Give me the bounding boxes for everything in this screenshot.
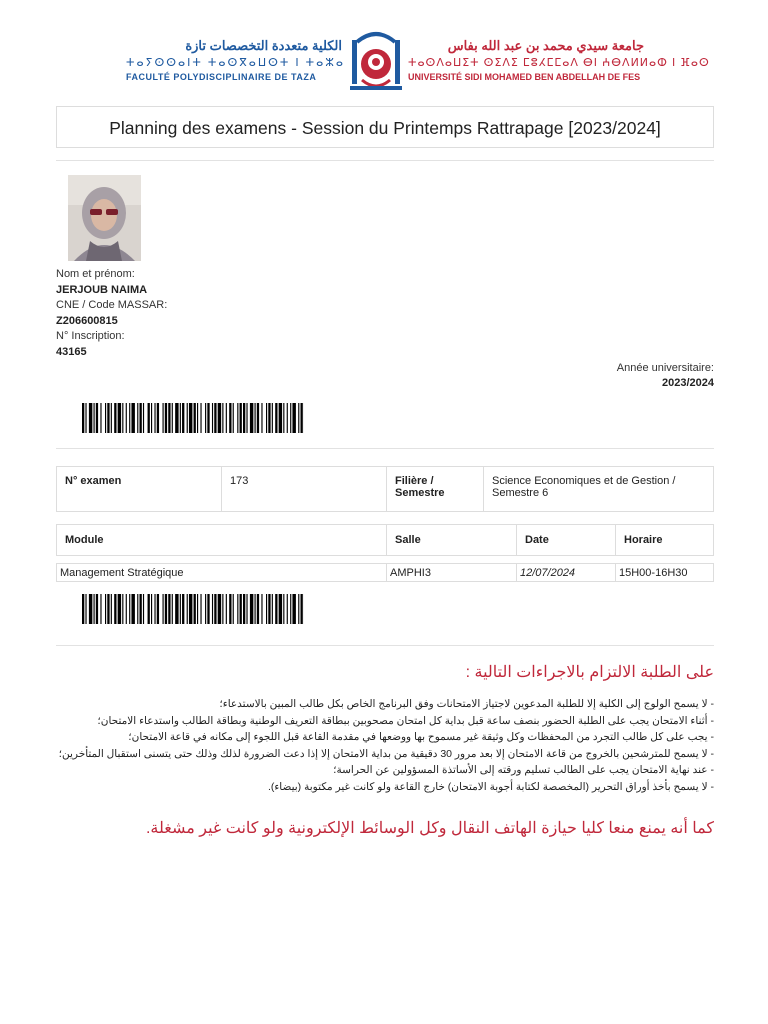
salle-cell: AMPHI3: [387, 564, 517, 582]
barcode-bar: [100, 594, 101, 624]
barcode-bar: [226, 403, 227, 433]
academic-year-label: Année universitaire:: [616, 362, 714, 374]
barcode-bar: [85, 594, 86, 624]
barcode-bar: [261, 594, 262, 624]
barcode-bar: [226, 594, 227, 624]
barcode-bar: [175, 403, 178, 433]
schedule-header-table: [56, 524, 714, 556]
column-header-module: Module: [57, 525, 387, 556]
horaire-cell: 15H00-16H30: [616, 564, 714, 582]
barcode-bar: [168, 594, 170, 624]
rule-item: - يجب على كل طالب التجرد من المحفظات وكل وثيقة غير مسموح بها ووضعها في مقدمة القاعة قبل اللجوء إلى مكانه في قاعة الامتحان؛: [128, 731, 714, 743]
barcode-bar: [194, 594, 196, 624]
barcode-bar: [131, 594, 134, 624]
barcode-bar: [82, 403, 84, 433]
barcode-bar: [157, 403, 159, 433]
barcode-bar: [214, 594, 216, 624]
student-photo: [68, 175, 141, 261]
barcode: [82, 403, 304, 433]
barcode-bar: [292, 403, 295, 433]
table-row: [57, 564, 714, 582]
barcode-bar: [212, 594, 213, 624]
barcode-bar: [122, 403, 123, 433]
name-label: Nom et prénom:: [56, 268, 135, 280]
barcode-bar: [222, 594, 223, 624]
rules-list: [24, 696, 714, 795]
schedule-table: [56, 563, 714, 582]
barcode-bar: [266, 403, 267, 433]
barcode-bar: [229, 403, 231, 433]
barcode-bar: [257, 403, 259, 433]
rule-item: - لا يسمح للمترشحين بالخروج من قاعة الامتحان إلا بعد مرور 30 دقيقية من بداية الامتحان إلا إذا دعت الضرورة لذلك وذلك حتى يتسنى استقبال المتأخرين؛: [58, 747, 714, 760]
exam-info-table: [56, 466, 714, 512]
barcode-bar: [122, 594, 123, 624]
filiere-value-line2: Semestre 6: [492, 487, 549, 499]
divider: [56, 160, 714, 161]
barcode-bar: [118, 403, 121, 433]
barcode-bar: [283, 594, 284, 624]
barcode-bar: [94, 594, 95, 624]
barcode-bar: [298, 594, 299, 624]
student-cne: Z206600815: [56, 315, 118, 327]
barcode-bar: [287, 403, 288, 433]
barcode-bar: [148, 403, 150, 433]
faculty-name-french: FACULTÉ POLYDISCIPLINAIRE DE TAZA: [126, 72, 317, 82]
barcode-bar: [194, 403, 196, 433]
faculty-name-arabic: الكلية متعددة التخصصات تازة: [185, 38, 342, 53]
phone-ban-notice: كما أنه يمنع منعا كليا حيازة الهاتف النقال وكل الوسائط الإلكترونية ولو كانت غير مشغلة.: [145, 820, 714, 837]
barcode-bar: [148, 594, 150, 624]
university-name-arabic: جامعة سيدي محمد بن عبد الله بفاس: [447, 38, 644, 53]
barcode-bar: [100, 403, 101, 433]
barcode-bar: [187, 594, 188, 624]
barcode-bar: [218, 594, 221, 624]
page-title-box: [56, 106, 714, 148]
barcode-bar: [207, 594, 209, 624]
barcode-bar: [137, 594, 138, 624]
barcode: [82, 594, 304, 624]
barcode-bar: [272, 594, 273, 624]
barcode-bar: [163, 403, 164, 433]
barcode-bar: [143, 594, 144, 624]
barcode-bar: [205, 403, 206, 433]
barcode-bar: [114, 403, 116, 433]
barcode-bar: [301, 594, 303, 624]
barcode-bar: [301, 403, 303, 433]
barcode-bar: [290, 403, 291, 433]
barcode-bar: [107, 403, 109, 433]
barcode-bar: [237, 403, 238, 433]
barcode-bar: [246, 594, 247, 624]
barcode-bar: [218, 403, 221, 433]
barcode-bar: [172, 594, 173, 624]
barcode-bar: [255, 403, 256, 433]
barcode-bar: [237, 594, 238, 624]
barcode-bar: [268, 403, 270, 433]
barcode-bar: [137, 403, 138, 433]
barcode-bar: [189, 403, 192, 433]
barcode-bar: [175, 594, 178, 624]
barcode-bar: [96, 594, 98, 624]
filiere-label-line2: Semestre: [395, 487, 445, 499]
barcode-bar: [131, 403, 134, 433]
barcode-bar: [197, 594, 198, 624]
barcode-bar: [89, 403, 92, 433]
barcode-bar: [233, 403, 234, 433]
barcode-bar: [212, 403, 213, 433]
column-header-horaire: Horaire: [616, 525, 714, 556]
university-name-tifinagh: ⵜⴰⵙⴷⴰⵡⵉⵜ ⵙⵉⴷⵉ ⵎⵓⵃⵎⵎⴰⴷ ⴱⵏ ⵄⴱⴷⵍⵍⴰⵀ ⵏ ⴼⴰⵙ: [408, 57, 710, 69]
filiere-label-line1: Filière /: [395, 475, 434, 487]
barcode-bar: [268, 594, 270, 624]
barcode-bar: [197, 403, 198, 433]
barcode-bar: [182, 403, 184, 433]
barcode-bar: [180, 403, 181, 433]
faculty-name-tifinagh: ⵜⴰⵢⵙⵙⴰⵏⵜ ⵜⴰⵙⴳⴰⵡⵙⵜ ⵏ ⵜⴰⵣⴰ: [126, 57, 345, 69]
barcode-bar: [243, 403, 245, 433]
barcode-bar: [140, 594, 142, 624]
barcode-bar: [118, 594, 121, 624]
barcode-bar: [154, 594, 155, 624]
exam-number-label: N° examen: [57, 467, 222, 512]
student-name: JERJOUB NAIMA: [56, 284, 148, 296]
barcode-bar: [94, 403, 95, 433]
filiere-value-line1: Science Economiques et de Gestion /: [492, 475, 676, 487]
barcode-bar: [298, 403, 299, 433]
barcode-bar: [255, 594, 256, 624]
university-crest-icon: [350, 30, 402, 94]
rule-item: - عند نهاية الامتحان يجب على الطالب تسليم ورقته إلى الأساتذة المسؤولين عن الحراسة؛: [333, 764, 714, 776]
barcode-bar: [279, 403, 282, 433]
barcode-bar: [154, 403, 155, 433]
barcode-bar: [233, 594, 234, 624]
inscription-label: N° Inscription:: [56, 330, 125, 342]
barcode-bar: [157, 594, 159, 624]
exam-number-value: 173: [222, 467, 387, 512]
barcode-bar: [140, 403, 142, 433]
barcode-bar: [207, 403, 209, 433]
barcode-bar: [168, 403, 170, 433]
barcode-bar: [187, 403, 188, 433]
barcode-bar: [261, 403, 262, 433]
barcode-bar: [151, 403, 152, 433]
barcode-bar: [240, 403, 242, 433]
barcode-bar: [129, 594, 130, 624]
barcode-bar: [107, 594, 109, 624]
module-cell: Management Stratégique: [57, 564, 387, 582]
barcode-bar: [105, 403, 106, 433]
barcode-bar: [129, 403, 130, 433]
student-inscription: 43165: [56, 346, 87, 358]
barcode-bar: [222, 403, 223, 433]
barcode-bar: [287, 594, 288, 624]
date-cell: 12/07/2024: [517, 564, 616, 582]
barcode-bar: [143, 403, 144, 433]
barcode-bar: [85, 403, 86, 433]
barcode-bar: [279, 594, 282, 624]
barcode-bar: [283, 403, 284, 433]
barcode-bar: [172, 403, 173, 433]
barcode-bar: [250, 594, 253, 624]
rule-item: - لا يسمح الولوج إلى الكلية إلا للطلبة المدعوين لاجتياز الامتحانات وفق البرنامج الخاص بكل طالب المبين بالاستدعاء؛: [219, 698, 714, 710]
cne-label: CNE / Code MASSAR:: [56, 299, 168, 311]
page-title: Planning des examens - Session du Printemps Rattrapage [2023/2024]: [109, 118, 661, 138]
barcode-bar: [89, 594, 92, 624]
barcode-bar: [105, 594, 106, 624]
barcode-bar: [292, 594, 295, 624]
university-name-french: UNIVERSITÉ SIDI MOHAMED BEN ABDELLAH DE FES: [408, 72, 641, 82]
filiere-label: [387, 467, 484, 512]
divider: [56, 448, 714, 449]
barcode-bar: [266, 594, 267, 624]
barcode-bar: [180, 594, 181, 624]
barcode-bar: [229, 594, 231, 624]
barcode-bar: [246, 403, 247, 433]
barcode-bar: [151, 594, 152, 624]
barcode-bar: [163, 594, 164, 624]
column-header-salle: Salle: [387, 525, 517, 556]
barcode-bar: [165, 594, 167, 624]
academic-year-value: 2023/2024: [662, 377, 714, 389]
barcode-bar: [82, 594, 84, 624]
rule-item: - أثناء الامتحان يجب على الطلبة الحضور بنصف ساعة قبل بداية كل امتحان مصحوبين ببطاقة التعريف الوطنية وبطاقة الطالب واستدعاء الامتحان؛: [97, 714, 714, 727]
rule-item: - لا يسمح بأخذ أوراق التحرير (المخصصة لكتابة أجوبة الامتحان) خارج القاعة ولو كانت غير مكتوبة (بيضاء).: [267, 780, 714, 793]
barcode-bar: [250, 403, 253, 433]
barcode-bar: [214, 403, 216, 433]
rules-title: على الطلبة الالتزام بالاجراءات التالية :: [465, 664, 714, 681]
barcode-bar: [200, 594, 201, 624]
barcode-bar: [200, 403, 201, 433]
barcode-bar: [240, 594, 242, 624]
barcode-bar: [126, 594, 127, 624]
divider: [56, 645, 714, 646]
barcode-bar: [165, 403, 167, 433]
barcode-bar: [189, 594, 192, 624]
barcode-bar: [111, 403, 112, 433]
barcode-bar: [111, 594, 112, 624]
barcode-bar: [272, 403, 273, 433]
filiere-value: [484, 467, 714, 512]
barcode-bar: [275, 594, 277, 624]
barcode-bar: [114, 594, 116, 624]
barcode-bar: [182, 594, 184, 624]
barcode-bar: [257, 594, 259, 624]
barcode-bar: [205, 594, 206, 624]
barcode-bar: [275, 403, 277, 433]
barcode-bar: [126, 403, 127, 433]
barcode-bar: [96, 403, 98, 433]
barcode-bar: [290, 594, 291, 624]
column-header-date: Date: [517, 525, 616, 556]
barcode-bar: [243, 594, 245, 624]
